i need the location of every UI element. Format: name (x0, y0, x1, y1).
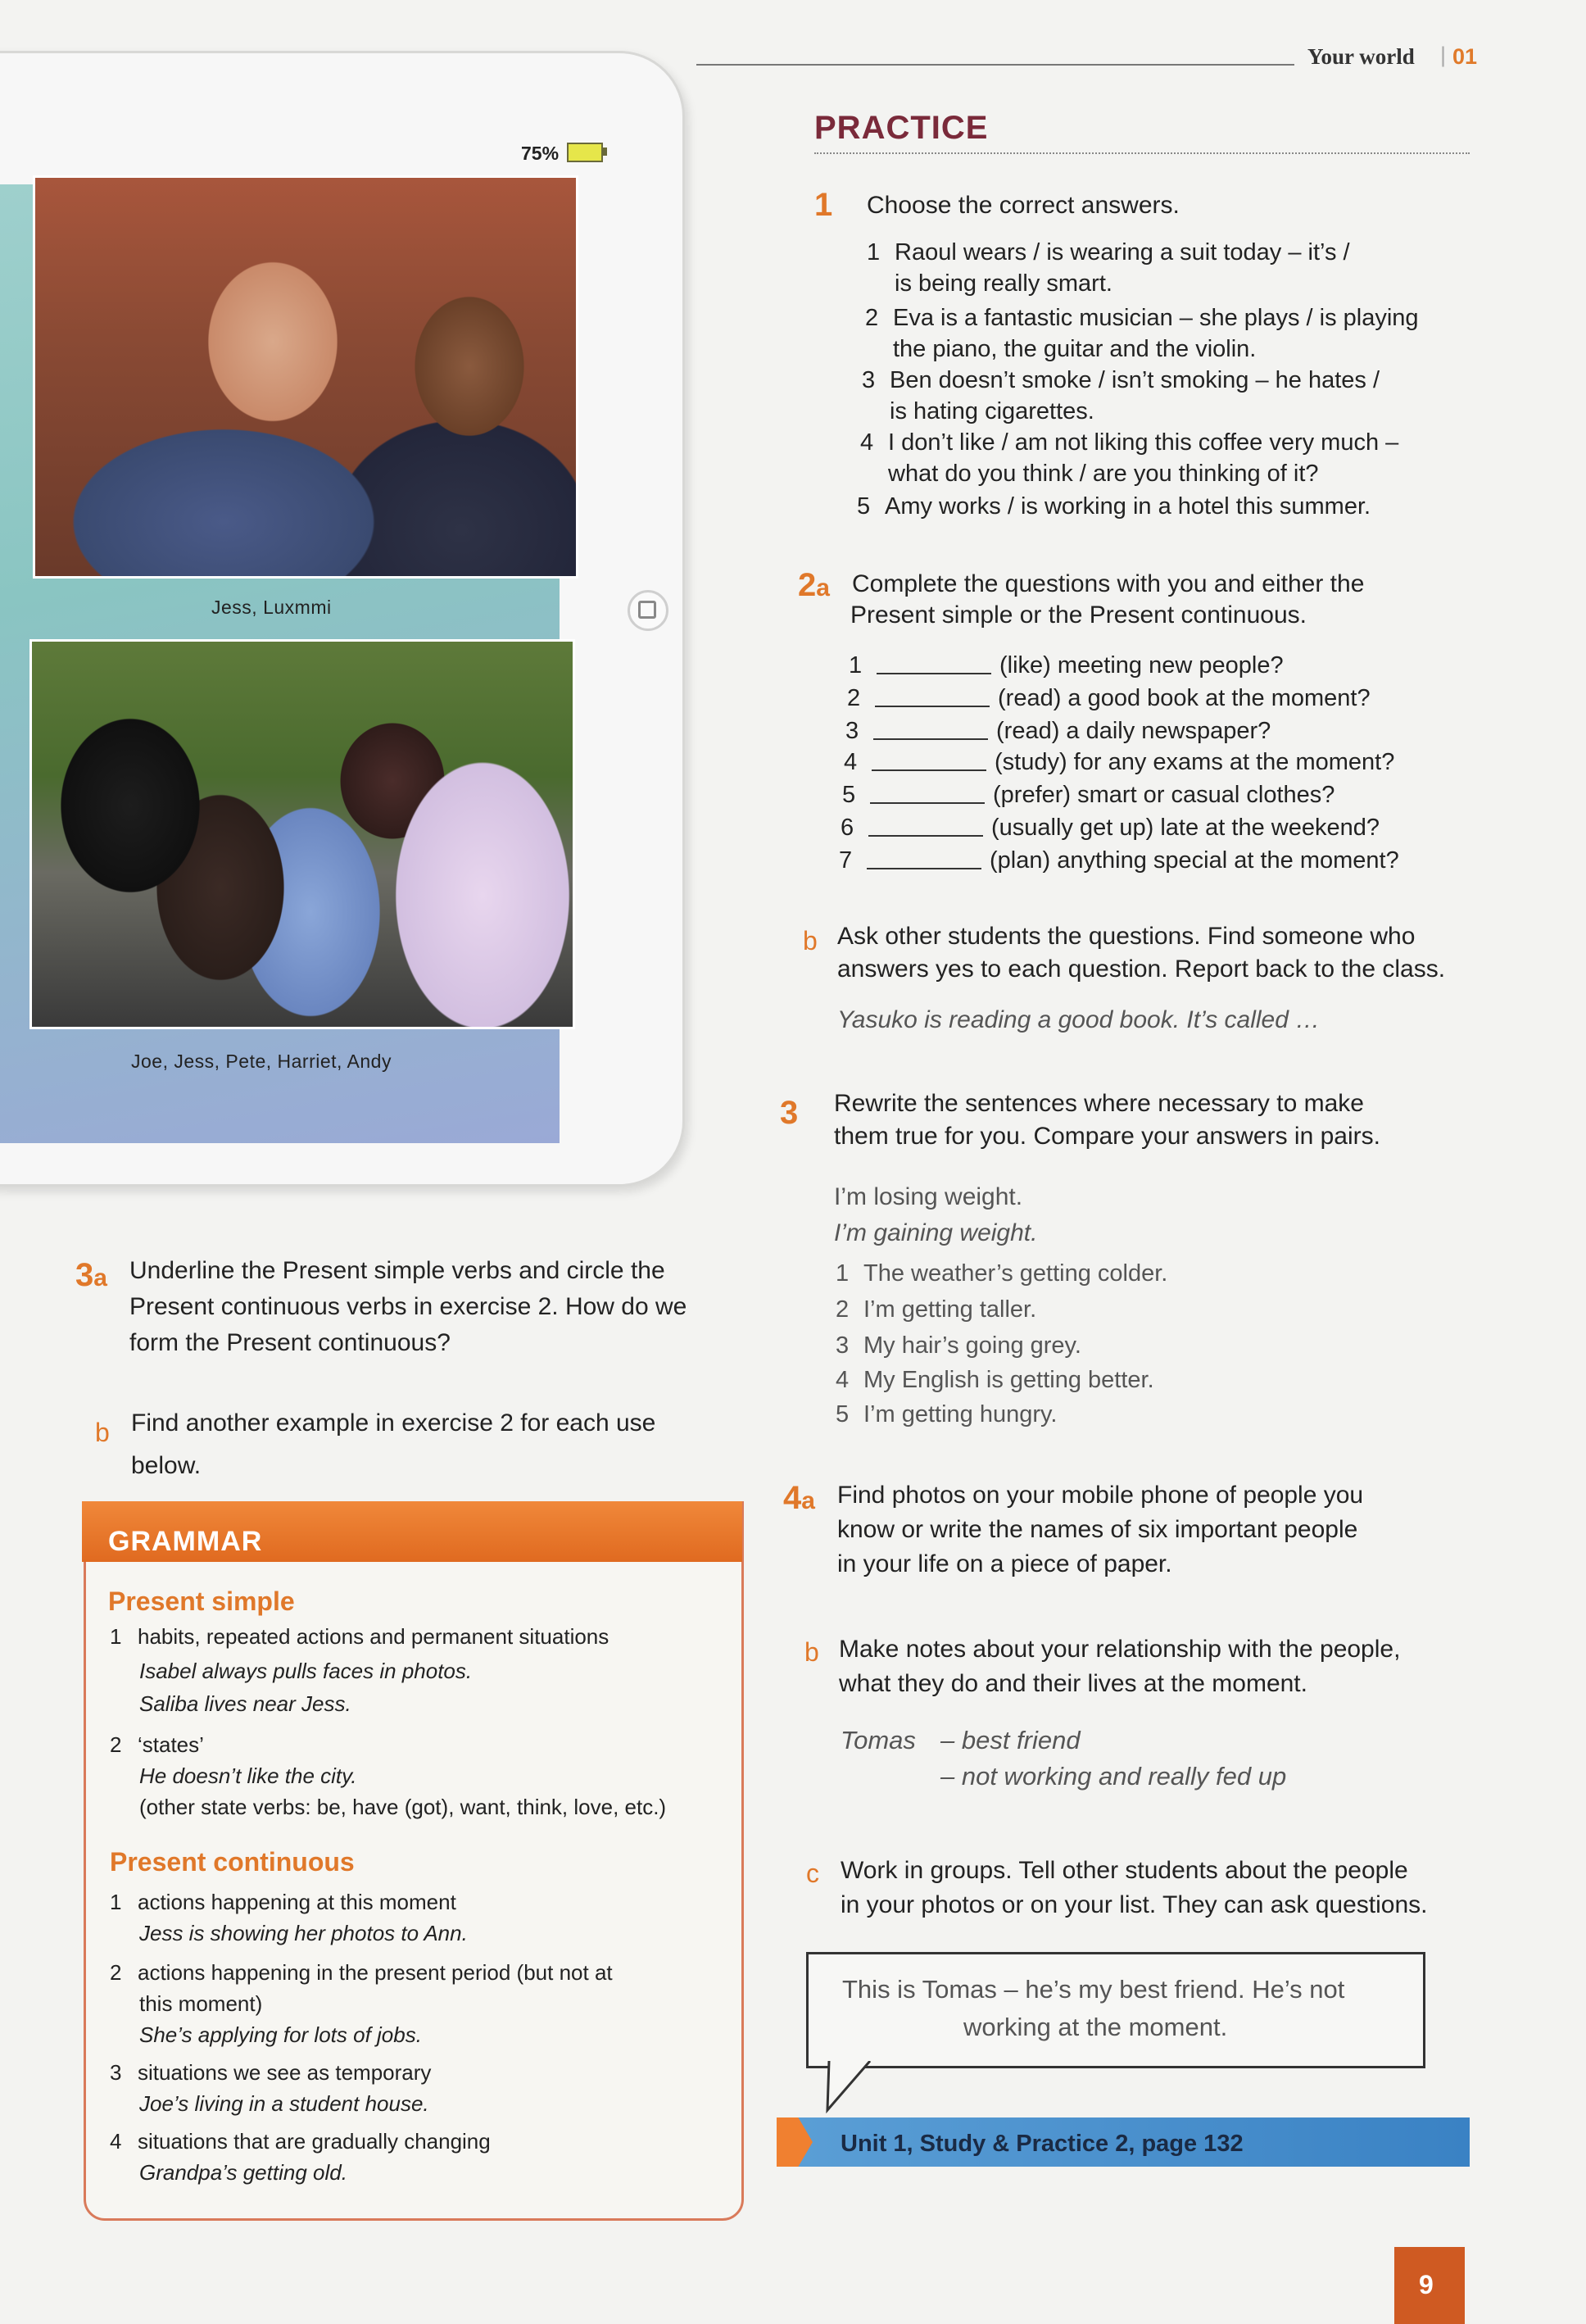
practice-title: PRACTICE (814, 110, 989, 146)
ex1-item-3 (862, 367, 1380, 394)
ex3-item-1 (836, 1260, 1167, 1287)
photo2-caption: Joe, Jess, Pete, Harriet, Andy (131, 1051, 392, 1072)
ex4b-note-2: – not working and really fed up (940, 1762, 1287, 1791)
ex3-item-3 (836, 1332, 1081, 1359)
header-rule (696, 64, 1294, 66)
exercise-2-number: 2 (798, 567, 817, 603)
ex2a-instruction-line-2: Present simple or the Present continuous. (850, 601, 1307, 629)
item-number: 5 (836, 1401, 850, 1428)
item-number: 6 (841, 815, 854, 841)
page-number: 9 (1419, 2270, 1434, 2299)
ex1-item-2-line-1: Eva is a fantastic musician – she plays / is playing (893, 305, 1419, 331)
item-number: 1 (110, 1890, 122, 1914)
item-number: 1 (867, 239, 881, 266)
speech-bubble (806, 1952, 1425, 2068)
ex4a-instruction-line-3: in your life on a piece of paper. (837, 1550, 1172, 1577)
ex1-item-3-line-2: is hating cigarettes. (890, 398, 1094, 424)
item-number: 1 (849, 652, 863, 679)
ex1-item-1-line-2: is being really smart. (895, 270, 1112, 297)
ex2a-item-6 (841, 815, 1380, 842)
ex3b-instruction-line-1: Find another example in exercise 2 for each use (131, 1409, 656, 1437)
study-practice-link[interactable]: Unit 1, Study & Practice 2, page 132 (841, 2131, 1244, 2157)
simple-example-2a: He doesn’t like the city. (139, 1763, 357, 1788)
continuous-use-1 (110, 1890, 456, 1915)
answer-blank[interactable] (872, 769, 986, 771)
exercise-3a-letter: a (93, 1264, 107, 1291)
simple-example-1a: Isabel always pulls faces in photos. (139, 1659, 473, 1683)
simple-example-1b: Saliba lives near Jess. (139, 1691, 351, 1716)
item-number: 2 (110, 1960, 122, 1985)
ex3-item-4 (836, 1367, 1154, 1394)
ex4c-instruction-line-2: in your photos or on your list. They can ask questions. (841, 1891, 1428, 1918)
battery-icon (567, 143, 603, 162)
exercise-4c-letter: c (806, 1859, 819, 1888)
ex1-item-4 (860, 429, 1398, 456)
continuous-use-3-text: situations we see as temporary (138, 2060, 432, 2085)
ex4b-note-name: Tomas (841, 1726, 916, 1754)
item-number: 7 (839, 847, 853, 874)
continuous-example-4: Grandpa’s getting old. (139, 2160, 347, 2185)
item-number: 5 (857, 493, 871, 520)
practice-rule (814, 152, 1470, 154)
ex3-item-1-text: The weather’s getting colder. (863, 1260, 1168, 1287)
item-number: 3 (110, 2060, 122, 2085)
ex1-item-3-line-1: Ben doesn’t smoke / isn’t smoking – he hates / (890, 367, 1380, 393)
ex3-item-2 (836, 1296, 1036, 1323)
continuous-use-4-text: situations that are gradually changing (138, 2129, 491, 2154)
exercise-2a-number (798, 567, 830, 604)
ex3a-instruction-line-2: Present continuous verbs in exercise 2. How do we (129, 1293, 687, 1320)
ex1-item-2 (865, 305, 1419, 332)
header-separator: | (1440, 43, 1447, 67)
photo-jess-luxmmi (33, 175, 578, 579)
exercise-3-number: 3 (780, 1095, 799, 1131)
continuous-use-2 (110, 1960, 613, 1986)
ex2b-example: Yasuko is reading a good book. It’s called … (837, 1006, 1321, 1033)
ex2a-item-2 (847, 685, 1371, 712)
exercise-1-number: 1 (814, 187, 833, 223)
ex2b-instruction-line-1: Ask other students the questions. Find someone who (837, 923, 1416, 950)
ex2a-item-3 (845, 718, 1271, 745)
ex3-item-2-text: I’m getting taller. (863, 1296, 1037, 1323)
exercise-4a-letter: a (801, 1487, 815, 1514)
continuous-use-4 (110, 2129, 491, 2154)
ex1-item-1-line-1: Raoul wears / is wearing a suit today – it’s / (895, 239, 1350, 266)
ex4a-instruction-line-1: Find photos on your mobile phone of people you (837, 1482, 1364, 1509)
answer-blank[interactable] (875, 706, 990, 707)
simple-use-1-text: habits, repeated actions and permanent situations (138, 1624, 609, 1649)
ex2b-instruction-line-2: answers yes to each question. Report back to the class. (837, 955, 1446, 983)
answer-blank[interactable] (873, 738, 988, 740)
item-number: 2 (110, 1732, 122, 1757)
answer-blank[interactable] (870, 802, 985, 804)
item-number: 2 (847, 685, 861, 711)
continuous-example-3: Joe’s living in a student house. (139, 2091, 429, 2116)
ex1-item-4-line-1: I don’t like / am not liking this coffee very much – (888, 429, 1399, 456)
ex4c-instruction-line-1: Work in groups. Tell other students about the people (841, 1857, 1408, 1884)
continuous-example-2: She’s applying for lots of jobs. (139, 2022, 422, 2047)
ex2a-item-1-text: (like) meeting new people? (999, 652, 1284, 679)
simple-use-1 (110, 1624, 609, 1650)
exercise-2b-letter: b (803, 926, 818, 955)
ex4b-instruction-line-1: Make notes about your relationship with the people, (839, 1636, 1401, 1663)
continuous-use-2-cont: this moment) (139, 1991, 263, 2016)
ex1-item-5 (857, 493, 1371, 520)
ex3-example-2: I’m gaining weight. (834, 1219, 1038, 1246)
photo1-caption: Jess, Luxmmi (211, 597, 332, 618)
ex3a-instruction-line-3: form the Present continuous? (129, 1329, 451, 1356)
present-simple-title: Present simple (108, 1586, 295, 1616)
continuous-use-1-text: actions happening at this moment (138, 1890, 456, 1914)
item-number: 3 (836, 1332, 850, 1359)
unit-number: 01 (1452, 44, 1478, 69)
ex3-item-4-text: My English is getting better. (863, 1367, 1154, 1393)
ex3b-instruction-line-2: below. (131, 1452, 202, 1479)
ex3-item-5 (836, 1401, 1057, 1428)
item-number: 4 (860, 429, 874, 456)
ex2a-item-5 (842, 782, 1335, 809)
ex2a-item-2-text: (read) a good book at the moment? (998, 685, 1371, 711)
item-number: 2 (865, 305, 879, 331)
running-header-title: Your world (1307, 44, 1415, 69)
ex2a-item-4 (844, 749, 1394, 776)
exercise-4-number: 4 (783, 1480, 802, 1516)
exercise-4b-letter: b (804, 1637, 819, 1667)
exercise-2a-letter: a (816, 574, 830, 601)
speech-bubble-tail (824, 2061, 890, 2113)
ex2a-item-4-text: (study) for any exams at the moment? (995, 749, 1395, 775)
ex2a-instruction-line-1: Complete the questions with you and either the (852, 570, 1365, 597)
item-number: 4 (110, 2129, 122, 2154)
state-verbs-note: (other state verbs: be, have (got), want, think, love, etc.) (139, 1795, 667, 1819)
ex1-item-1 (867, 239, 1350, 266)
ex2a-item-3-text: (read) a daily newspaper? (996, 718, 1271, 744)
item-number: 4 (836, 1367, 850, 1393)
item-number: 1 (110, 1624, 122, 1649)
ex3a-instruction-line-1: Underline the Present simple verbs and circle the (129, 1257, 665, 1284)
speech-bubble-line-2: working at the moment. (963, 2013, 1228, 2041)
continuous-example-1: Jess is showing her photos to Ann. (139, 1921, 468, 1945)
ex1-item-4-line-2: what do you think / are you thinking of it? (888, 461, 1319, 487)
ex2a-item-6-text: (usually get up) late at the weekend? (991, 815, 1380, 841)
ex4b-instruction-line-2: what they do and their lives at the moment. (839, 1670, 1307, 1697)
answer-blank[interactable] (868, 835, 983, 837)
exercise-1-instruction: Choose the correct answers. (867, 192, 1180, 219)
item-number: 5 (842, 782, 856, 808)
ex3-item-3-text: My hair’s going grey. (863, 1332, 1081, 1359)
home-square-icon (638, 601, 656, 619)
ex4b-note-1: – best friend (940, 1726, 1081, 1754)
item-number: 4 (844, 749, 858, 775)
item-number: 1 (836, 1260, 850, 1287)
ex3-instruction-line-2: them true for you. Compare your answers in pairs. (834, 1123, 1380, 1150)
ex3-instruction-line-1: Rewrite the sentences where necessary to make (834, 1090, 1364, 1117)
photo-family-group (29, 639, 575, 1029)
simple-use-2 (110, 1732, 204, 1758)
answer-blank[interactable] (877, 673, 991, 674)
exercise-4a-number (783, 1480, 815, 1517)
ex2a-item-7-text: (plan) anything special at the moment? (990, 847, 1399, 874)
exercise-3b-letter: b (95, 1418, 110, 1447)
continuous-use-3 (110, 2060, 431, 2086)
item-number: 3 (845, 718, 859, 744)
speech-bubble-line-1: This is Tomas – he’s my best friend. He’s not (842, 1975, 1345, 2004)
ex1-item-5-line-1: Amy works / is working in a hotel this summer. (885, 493, 1371, 520)
grammar-title: GRAMMAR (108, 1526, 263, 1557)
battery-tip-icon (603, 148, 607, 156)
present-continuous-title: Present continuous (110, 1847, 355, 1877)
item-number: 3 (862, 367, 876, 393)
exercise-3a-number (75, 1257, 107, 1294)
battery-level: 75% (521, 143, 560, 164)
ex4a-instruction-line-2: know or write the names of six important people (837, 1516, 1358, 1543)
ex2a-item-1 (849, 652, 1284, 679)
item-number: 2 (836, 1296, 850, 1323)
ex2a-item-5-text: (prefer) smart or casual clothes? (993, 782, 1335, 808)
ex3-item-5-text: I’m getting hungry. (863, 1401, 1058, 1428)
continuous-use-2-text: actions happening in the present period (but not at (138, 1960, 613, 1985)
simple-use-2-text: ‘states’ (138, 1732, 204, 1757)
ex3-example-1: I’m losing weight. (834, 1183, 1023, 1210)
exercise-3-left-number: 3 (75, 1257, 94, 1293)
answer-blank[interactable] (867, 868, 981, 869)
ex2a-item-7 (839, 847, 1399, 874)
ex1-item-2-line-2: the piano, the guitar and the violin. (893, 336, 1257, 362)
